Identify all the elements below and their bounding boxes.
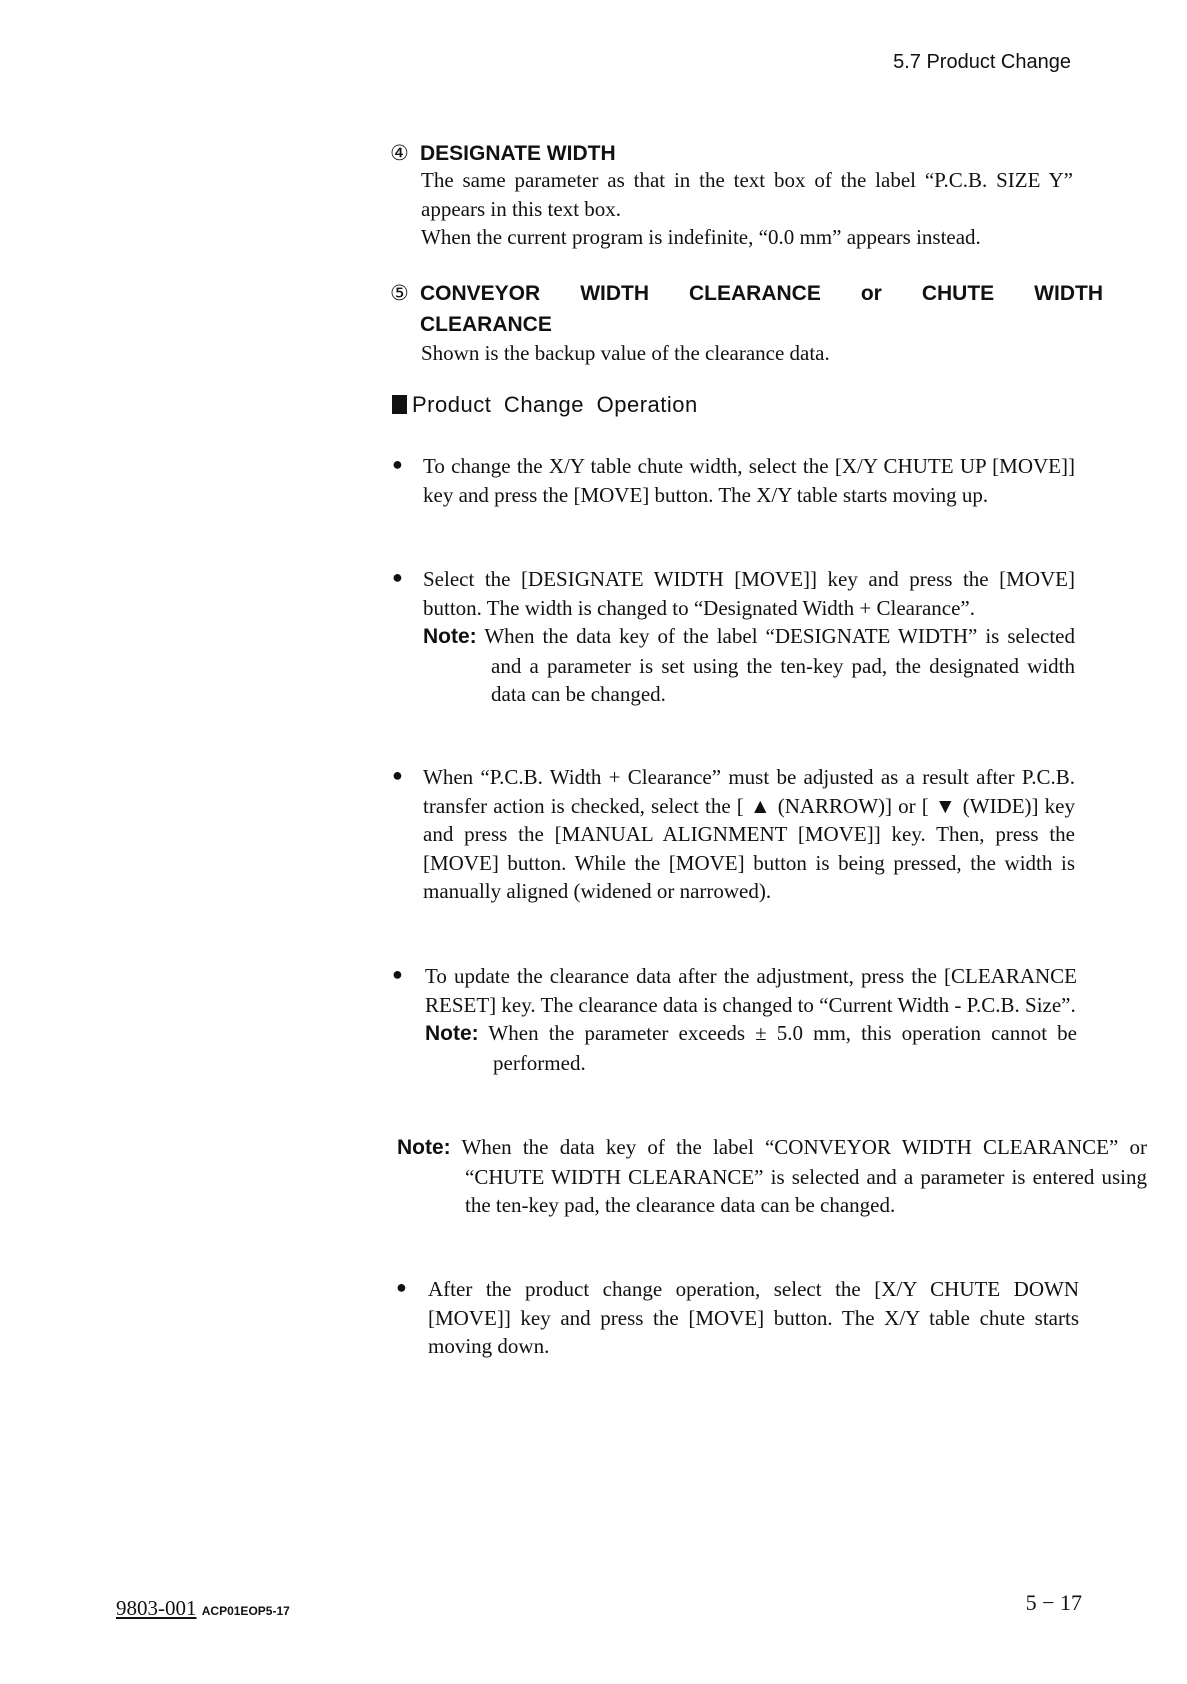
- item4-text2: When the current program is indefinite, “0.0 mm” appears instead.: [421, 225, 981, 249]
- bullet-icon: ●: [396, 1277, 407, 1297]
- item5-text: Shown is the backup value of the clearance data.: [421, 341, 830, 365]
- list-item: [423, 565, 1075, 709]
- note-label: Note:: [397, 1136, 451, 1159]
- bullet-icon: ●: [392, 765, 403, 785]
- note-text: When the data key of the label “CONVEYOR WIDTH CLEARANCE” or “CHUTE WIDTH CLEARANCE” is selected and a parameter is entered using the ten-key pad, the clearance data can be changed.: [461, 1135, 1147, 1217]
- list-item: [428, 1275, 1079, 1361]
- note-text: When the parameter exceeds ± 5.0 mm, this operation cannot be performed.: [488, 1021, 1077, 1075]
- section-header: 5.7 Product Change: [893, 51, 1071, 73]
- operation-heading-text: Product Change Operation: [412, 392, 698, 417]
- list-item: [423, 452, 1075, 509]
- page-number: 5 − 17: [1025, 1590, 1082, 1615]
- item4-number: ④: [390, 142, 409, 165]
- operation-heading: [392, 392, 698, 418]
- footer-doc: [116, 1596, 290, 1621]
- list-item: [425, 962, 1077, 1077]
- doc-number: 9803-001: [116, 1596, 197, 1620]
- note: [425, 1019, 1077, 1077]
- bullet-text: To update the clearance data after the adjustment, press the [CLEARANCE RESET] key. The clearance data is changed to “Current Width - P.C.B. Size”.: [425, 964, 1077, 1017]
- general-note: [397, 1133, 1147, 1220]
- list-item: [423, 763, 1075, 906]
- note: [423, 622, 1075, 709]
- doc-code: ACP01EOP5-17: [201, 1604, 290, 1618]
- note-text: When the data key of the label “DESIGNATE WIDTH” is selected and a parameter is set using the ten-key pad, the designated width data can be changed.: [484, 624, 1075, 706]
- square-bullet-icon: [392, 395, 407, 414]
- item4-title: DESIGNATE WIDTH: [420, 142, 616, 165]
- bullet-text: Select the [DESIGNATE WIDTH [MOVE]] key and press the [MOVE] button. The width is changed to “Designated Width + Clearance”.: [423, 567, 1075, 620]
- item4-body: [421, 166, 1073, 252]
- item4-text: The same parameter as that in the text box of the label “P.C.B. SIZE Y” appears in this text box.: [421, 168, 1073, 221]
- item5-heading: [390, 278, 1103, 340]
- note-label: Note:: [423, 625, 477, 648]
- item5-number: ⑤: [390, 282, 409, 305]
- bullet-text: To change the X/Y table chute width, select the [X/Y CHUTE UP [MOVE]] key and press the [MOVE] button. The X/Y table starts moving up.: [423, 454, 1075, 507]
- item5-title: CONVEYOR WIDTH CLEARANCE or CHUTE WIDTH CLEARANCE: [420, 282, 1103, 336]
- bullet-icon: ●: [392, 454, 403, 474]
- item4-heading: [390, 138, 616, 169]
- note-label: Note:: [425, 1022, 479, 1045]
- bullet-icon: ●: [392, 964, 403, 984]
- bullet-text: After the product change operation, select the [X/Y CHUTE DOWN [MOVE]] key and press the [MOVE] button. The X/Y table chute starts moving down.: [428, 1277, 1079, 1358]
- bullet-icon: ●: [392, 567, 403, 587]
- bullet-text: When “P.C.B. Width + Clearance” must be adjusted as a result after P.C.B. transfer action is checked, select the [ ▲ (NARROW)] or [ ▼ (WIDE)] key and press the [MANUAL ALIGNMENT [MOVE]] key. Then, press the [MOVE] button. While the [MOVE] button is being pressed, the width is manually aligned (widened or narrowed).: [423, 765, 1075, 903]
